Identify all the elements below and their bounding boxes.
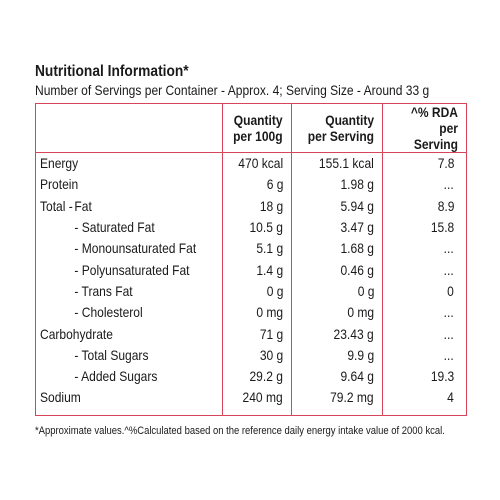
nutrient-name xyxy=(36,302,223,323)
value-rda: ... xyxy=(383,238,467,259)
serving-info: Number of Servings per Container - Approx. 4; Serving Size - Around 33 g xyxy=(35,82,430,98)
value-per-100g: 18 g xyxy=(223,196,292,217)
nutrient-name xyxy=(36,281,223,302)
nutrient-label: - Total Sugars xyxy=(74,346,149,363)
table-body xyxy=(36,153,467,416)
table-header-row xyxy=(36,104,467,153)
header-rda-line2: per Serving xyxy=(413,120,458,152)
value-per-serving: 79.2 mg xyxy=(292,387,383,408)
table-row xyxy=(36,174,467,195)
table-row xyxy=(36,387,467,408)
value-per-serving: 5.94 g xyxy=(292,196,383,217)
value-per-100g: 5.1 g xyxy=(223,238,292,259)
nutrient-label: - Polyunsaturated Fat xyxy=(74,261,190,278)
value-rda: ... xyxy=(383,259,467,280)
nutrient-label: - Saturated Fat xyxy=(74,219,155,236)
value-per-100g: 30 g xyxy=(223,345,292,366)
nutrient-label: Sodium xyxy=(40,389,81,406)
value-rda: ... xyxy=(383,174,467,195)
table-row xyxy=(36,153,467,175)
footnote: *Approximate values.^%Calculated based on the reference daily energy intake value of 2000 kcal. xyxy=(35,425,445,437)
nutrient-name xyxy=(36,387,223,408)
value-per-100g: 29.2 g xyxy=(223,366,292,387)
table-row xyxy=(36,238,467,259)
nutrient-name xyxy=(36,196,223,217)
nutrient-name xyxy=(36,345,223,366)
value-per-100g: 6 g xyxy=(223,174,292,195)
table-row xyxy=(36,345,467,366)
value-rda: 7.8 xyxy=(383,153,467,175)
header-rda-line1: ^% RDA xyxy=(410,104,458,120)
value-rda: ... xyxy=(383,302,467,323)
value-per-100g: 1.4 g xyxy=(223,259,292,280)
nutrient-label: - Added Sugars xyxy=(74,368,158,385)
value-per-serving: 1.98 g xyxy=(292,174,383,195)
value-rda: ... xyxy=(383,345,467,366)
nutrient-prefix: Total - xyxy=(40,197,73,214)
value-per-serving: 0.46 g xyxy=(292,259,383,280)
nutrient-name xyxy=(36,238,223,259)
header-per-100g-line2: per 100g xyxy=(233,128,283,144)
nutrient-name xyxy=(36,259,223,280)
value-per-100g: 71 g xyxy=(223,323,292,344)
value-per-serving: 3.47 g xyxy=(292,217,383,238)
value-per-serving: 9.64 g xyxy=(292,366,383,387)
table-row xyxy=(36,281,467,302)
nutrient-name xyxy=(36,217,223,238)
value-per-100g: 470 kcal xyxy=(223,153,292,175)
table-bottom-padding xyxy=(36,409,467,416)
value-per-serving: 9.9 g xyxy=(292,345,383,366)
header-per-100g xyxy=(223,104,292,153)
table-row xyxy=(36,302,467,323)
panel-title: Nutritional Information* xyxy=(35,63,189,80)
value-rda: 8.9 xyxy=(383,196,467,217)
nutrient-label: Carbohydrate xyxy=(40,325,113,342)
nutrition-table xyxy=(35,103,467,416)
table-row xyxy=(36,196,467,217)
nutrient-name xyxy=(36,174,223,195)
header-per-serving-line1: Quantity xyxy=(325,112,374,128)
value-per-serving: 155.1 kcal xyxy=(292,153,383,175)
header-per-serving xyxy=(292,104,383,153)
value-per-serving: 0 mg xyxy=(292,302,383,323)
value-rda: ... xyxy=(383,323,467,344)
header-per-100g-line1: Quantity xyxy=(234,112,283,128)
header-rda xyxy=(383,104,467,153)
table-row xyxy=(36,323,467,344)
header-blank xyxy=(36,104,223,153)
value-rda: 19.3 xyxy=(383,366,467,387)
nutrient-label: - Monounsaturated Fat xyxy=(74,240,197,257)
table-row xyxy=(36,217,467,238)
value-rda: 0 xyxy=(383,281,467,302)
value-per-100g: 0 g xyxy=(223,281,292,302)
value-per-serving: 1.68 g xyxy=(292,238,383,259)
header-per-serving-line2: per Serving xyxy=(307,128,374,144)
table-row xyxy=(36,366,467,387)
value-rda: 4 xyxy=(383,387,467,408)
nutrient-label: Fat xyxy=(74,197,92,214)
value-per-100g: 240 mg xyxy=(223,387,292,408)
nutrient-name xyxy=(36,366,223,387)
value-per-100g: 0 mg xyxy=(223,302,292,323)
nutrient-name xyxy=(36,153,223,175)
value-per-serving: 23.43 g xyxy=(292,323,383,344)
nutrient-label: Protein xyxy=(40,176,79,193)
nutrient-label: - Trans Fat xyxy=(74,282,133,299)
nutrient-label: - Cholesterol xyxy=(74,304,143,321)
nutrient-name xyxy=(36,323,223,344)
value-per-100g: 10.5 g xyxy=(223,217,292,238)
value-rda: 15.8 xyxy=(383,217,467,238)
table-row xyxy=(36,259,467,280)
value-per-serving: 0 g xyxy=(292,281,383,302)
nutrient-label: Energy xyxy=(40,155,79,172)
